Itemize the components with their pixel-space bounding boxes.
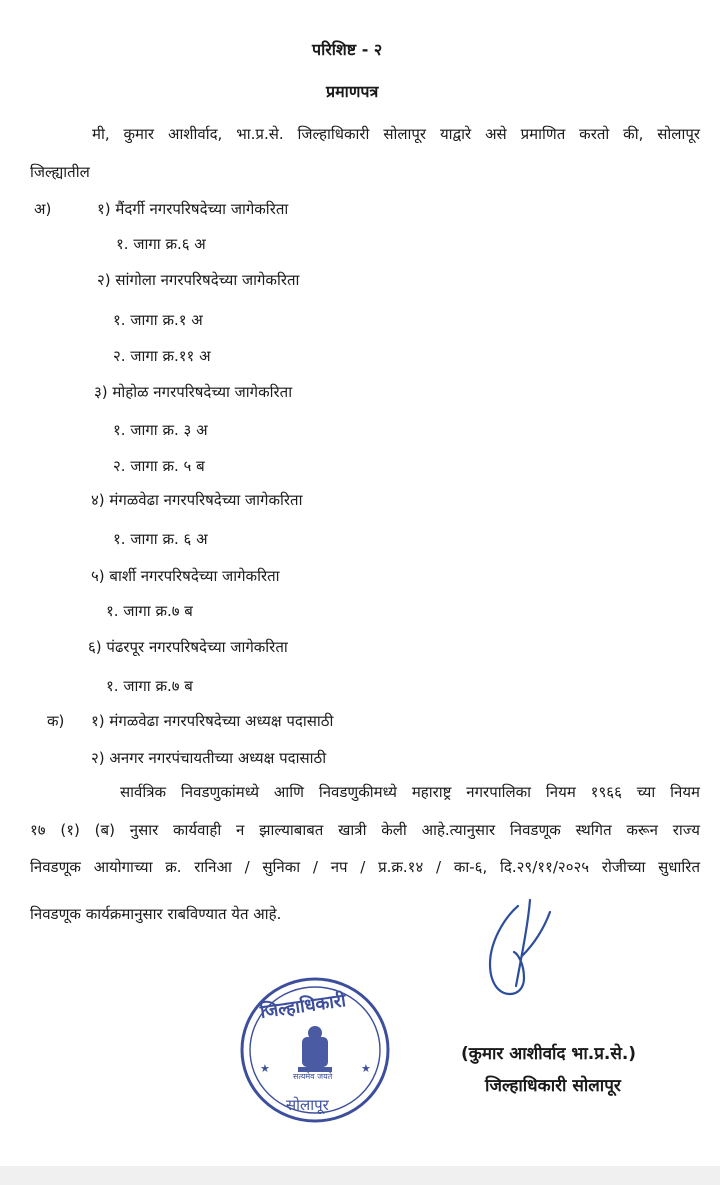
council-label-6: ६) पंढरपूर नगरपरिषदेच्या जागेकरिता bbox=[88, 638, 288, 656]
seal-bottom-text: सोलापूर bbox=[286, 1096, 329, 1114]
section-k-item-1: १) मंगळवेढा नगरपरिषदेच्या अध्यक्ष पदासाठी bbox=[91, 712, 334, 730]
svg-text:★: ★ bbox=[361, 1062, 371, 1075]
council-label-3: ३) मोहोळ नगरपरिषदेच्या जागेकरिता bbox=[94, 383, 293, 401]
council-label-4: ४) मंगळवेढा नगरपरिषदेच्या जागेकरिता bbox=[91, 491, 303, 509]
seat-item: १. जागा क्र. ६ अ bbox=[113, 530, 208, 548]
council-label-5: ५) बार्शी नगरपरिषदेच्या जागेकरिता bbox=[91, 567, 280, 585]
council-label-1: १) मैंदर्गी नगरपरिषदेच्या जागेकरिता bbox=[97, 200, 289, 218]
seat-item: २. जागा क्र. ५ ब bbox=[113, 457, 205, 475]
official-seal bbox=[238, 975, 392, 1125]
seat-item: १. जागा क्र.७ ब bbox=[106, 602, 193, 620]
seat-item: १. जागा क्र.१ अ bbox=[113, 311, 203, 329]
body-line-2: १७ (१) (ब) नुसार कार्यवाही न झाल्याबाबत खात्री केली आहे.त्यानुसार निवडणूक स्थगित करून राज्य bbox=[30, 821, 700, 839]
body-line-1: सार्वत्रिक निवडणुकांमध्ये आणि निवडणुकीमध्ये महाराष्ट्र नगरपालिका नियम १९६६ च्या नियम bbox=[120, 783, 700, 801]
svg-text:★: ★ bbox=[260, 1062, 270, 1075]
annex-heading: परिशिष्ट - २ bbox=[312, 40, 383, 59]
seat-item: २. जागा क्र.११ अ bbox=[113, 347, 211, 365]
section-k-item-2: २) अनगर नगरपंचायतीच्या अध्यक्ष पदासाठी bbox=[91, 749, 327, 767]
seat-item: १. जागा क्र.७ ब bbox=[106, 677, 193, 695]
signature-scribble bbox=[478, 898, 568, 1002]
signatory-name: (कुमार आशीर्वाद भा.प्र.से.) bbox=[461, 1044, 637, 1064]
section-k-marker: क) bbox=[47, 712, 65, 730]
seat-item: १. जागा क्र. ३ अ bbox=[113, 421, 208, 439]
signatory-designation: जिल्हाधिकारी सोलापूर bbox=[485, 1076, 621, 1096]
seal-top-text: जिल्हाधिकारी bbox=[258, 990, 348, 1023]
body-line-3: निवडणूक आयोगाच्या क्र. रानिआ / सुनिका / नप / प्र.क्र.१४ / का-६, दि.२९/११/२०२५ रोजीच्या सुधारित bbox=[30, 858, 700, 876]
seat-item: १. जागा क्र.६ अ bbox=[116, 235, 206, 253]
section-a-marker: अ) bbox=[34, 200, 52, 218]
seal-motto: सत्यमेव जयते bbox=[293, 1072, 333, 1081]
intro-line-2: जिल्ह्यातील bbox=[30, 163, 90, 181]
certificate-title: प्रमाणपत्र bbox=[326, 82, 379, 101]
council-label-2: २) सांगोला नगरपरिषदेच्या जागेकरिता bbox=[97, 271, 300, 289]
page-bottom-edge bbox=[0, 1166, 720, 1185]
body-line-4: निवडणूक कार्यक्रमानुसार राबविण्यात येत आहे. bbox=[30, 905, 282, 923]
intro-line-1: मी, कुमार आशीर्वाद, भा.प्र.से. जिल्हाधिकारी सोलापूर याद्वारे असे प्रमाणित करतो की, सोलापूर bbox=[92, 125, 700, 143]
